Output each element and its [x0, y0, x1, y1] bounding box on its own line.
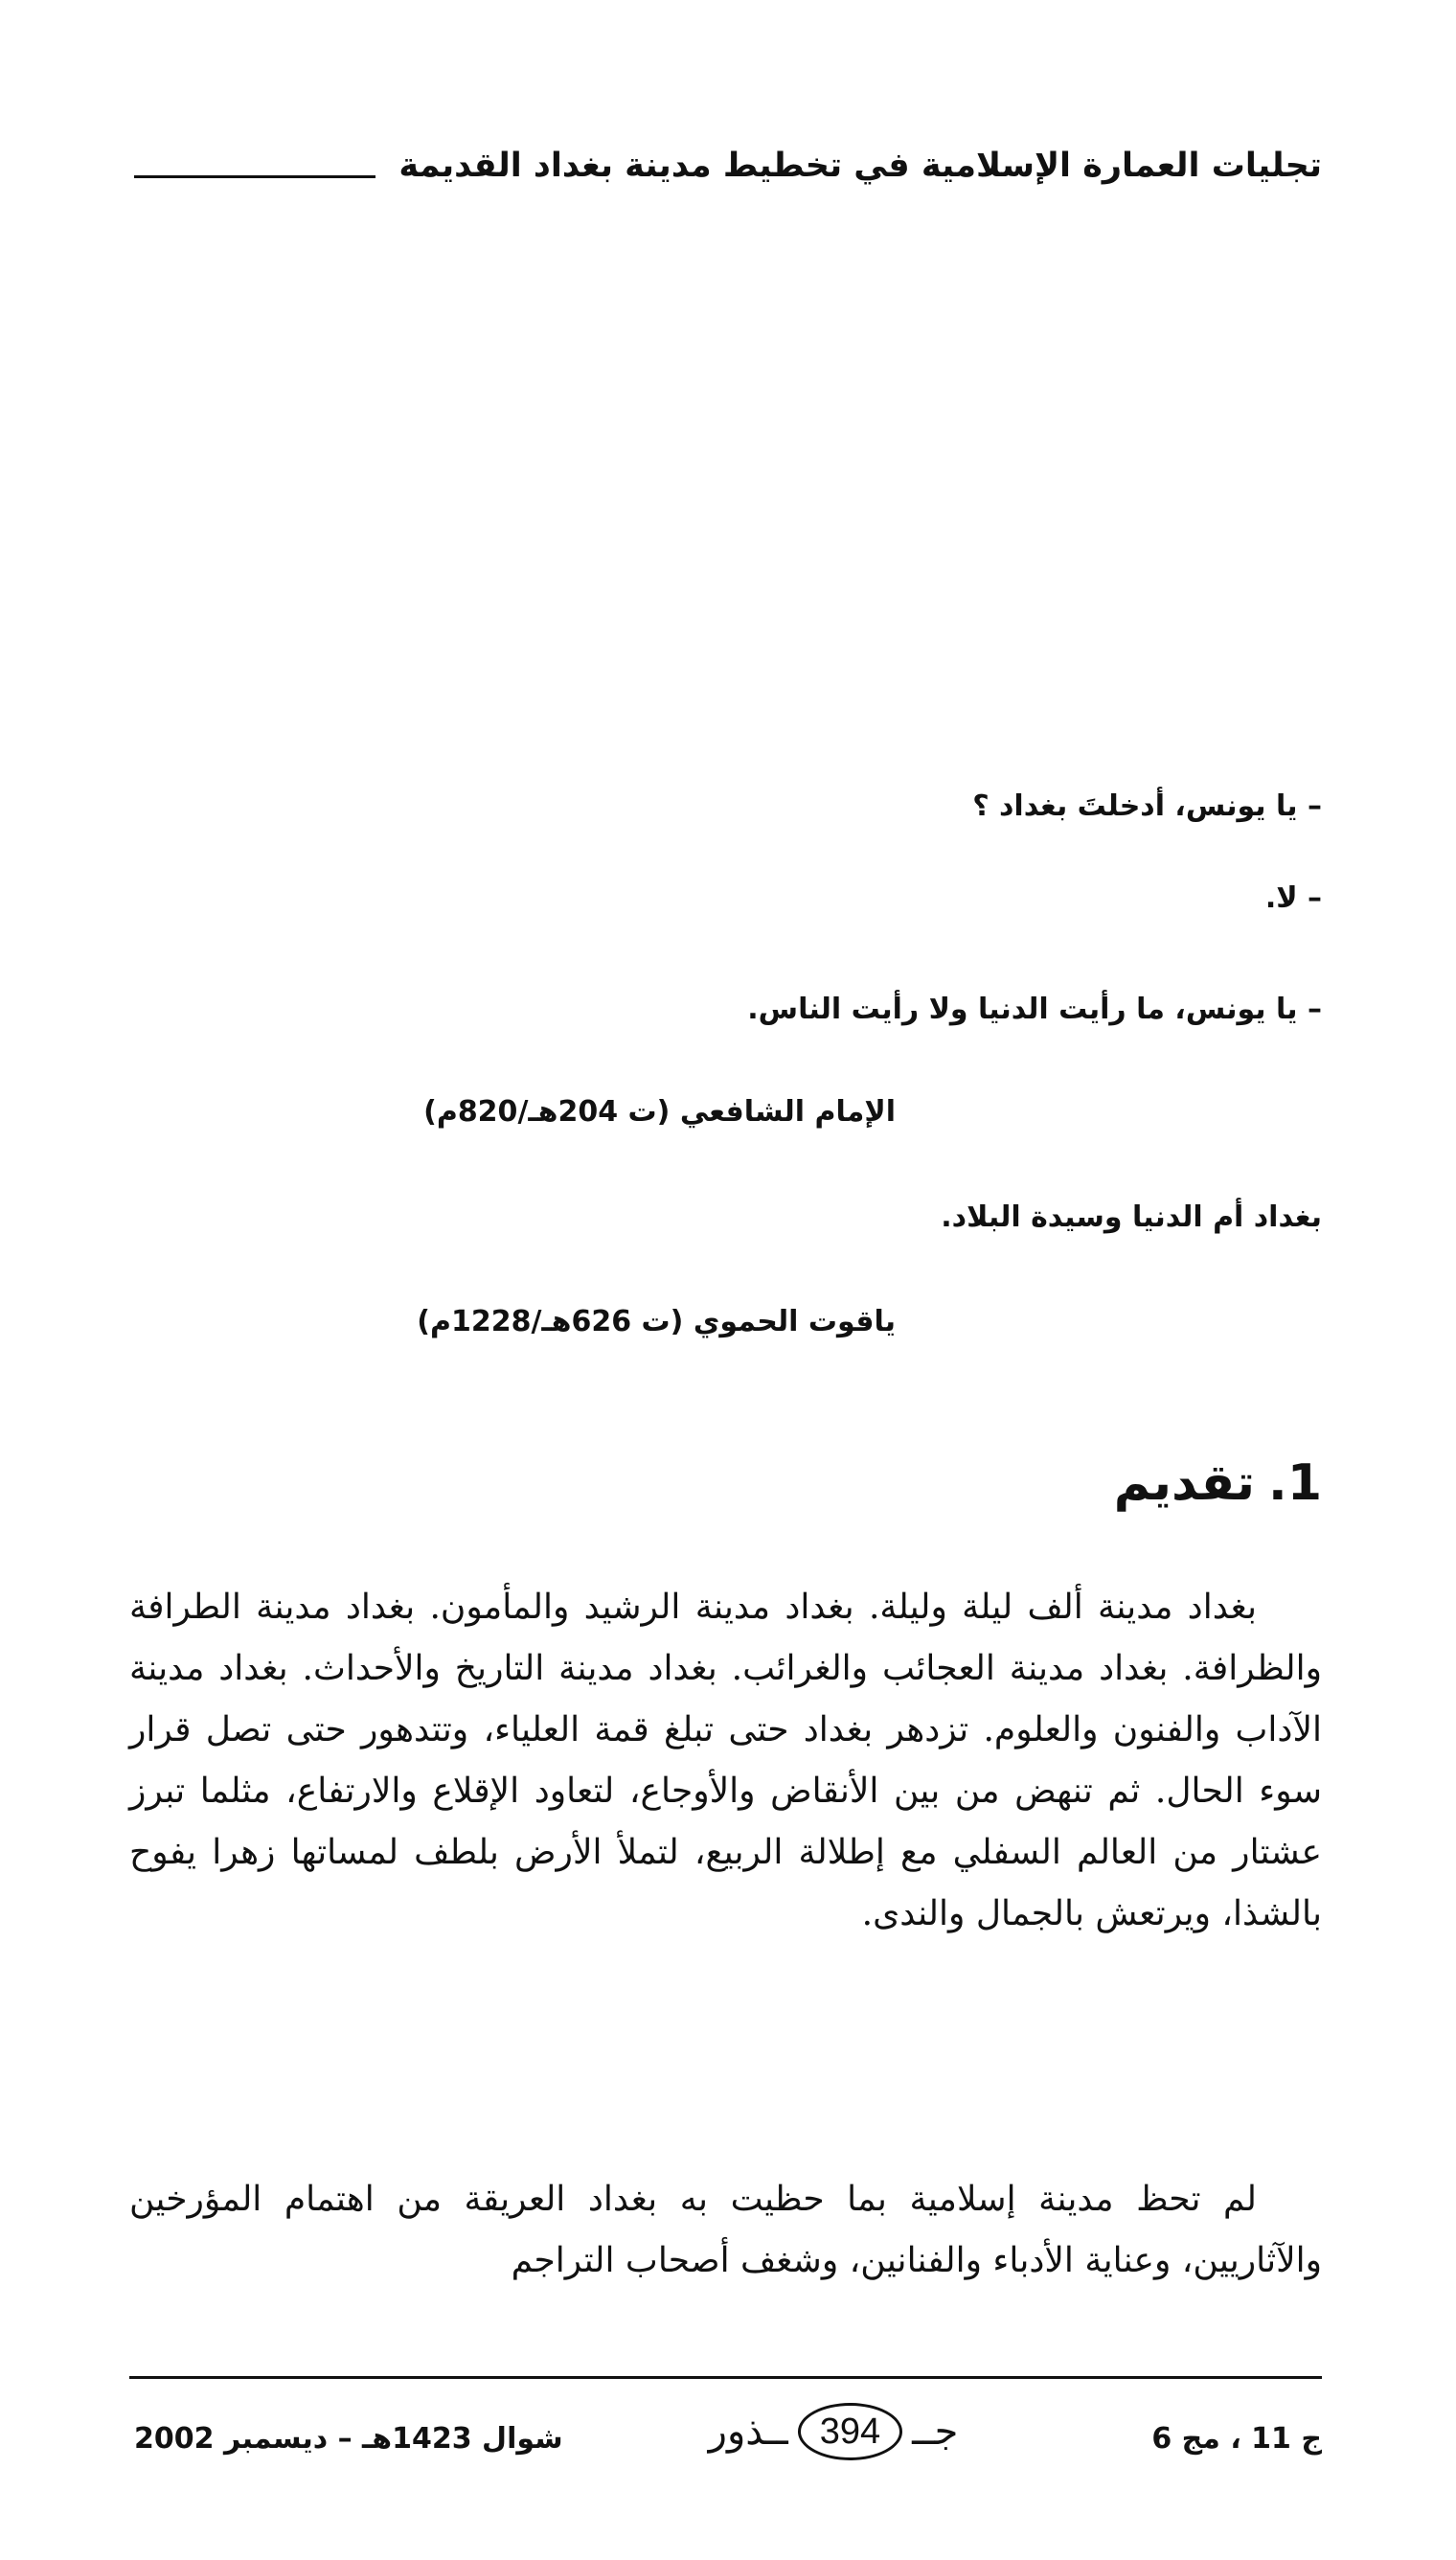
footer-issue: ج 11 ، مج 6 [1151, 2422, 1322, 2456]
header-title: تجليات العمارة الإسلامية في تخطيط مدينة بغداد القديمة [398, 147, 1322, 185]
header-rule [134, 175, 375, 178]
page-number: 394 [798, 2403, 902, 2460]
footer-rule [129, 2376, 1322, 2379]
epigraph-line-1: – يا يونس، أدخلتَ بغداد ؟ [972, 789, 1322, 823]
journal-name-left: ــذور [708, 2410, 788, 2454]
footer-date: شوال 1423هـ – ديسمبر 2002 [134, 2422, 563, 2456]
epigraph-line-2: – لا. [1264, 881, 1322, 915]
section-number: 1. [1268, 1454, 1322, 1512]
section-heading [1114, 1454, 1322, 1512]
epigraph-line-3: – يا يونس، ما رأيت الدنيا ولا رأيت الناس. [747, 993, 1322, 1026]
body-paragraph-2: لم تحظ مدينة إسلامية بما حظيت به بغداد العريقة من اهتمام المؤرخين والآثاريين، وعناية الأدباء والفنانين، وشغف أصحاب التراجم [129, 2180, 1322, 2280]
section-title: تقديم [1113, 1454, 1256, 1512]
body-paragraph-1: بغداد مدينة ألف ليلة وليلة. بغداد مدينة الرشيد والمأمون. بغداد مدينة الطرافة والظرافة. بغداد مدينة العجائب والغرائب. بغداد مدينة التاريخ والأحداث. بغداد مدينة الآداب والفنون والعلوم. تزدهر بغداد حتى تبلغ قمة العلياء، وتتدهور حتى تصل قرار سوء الحال. ثم تنهض من بين الأنقاض والأوجاع، لتعاود الإقلاع والارتفاع، مثلما تبرز عشتار من العالم السفلي مع إطلالة الربيع، لتملأ الأرض بلطف لمساتها زهرا يفوح بالشذا، ويرتعش بالجمال والندى. [129, 1588, 1322, 1933]
epigraph-attribution-2: ياقوت الحموي (ت 626هـ/1228م) [417, 1305, 896, 1338]
running-header [134, 132, 1322, 199]
epigraph-line-4: بغداد أم الدنيا وسيدة البلاد. [941, 1200, 1322, 1234]
footer-journal-logo [651, 2393, 1015, 2470]
journal-name-right: جــ [912, 2410, 959, 2454]
epigraph-attribution-1: الإمام الشافعي (ت 204هـ/820م) [423, 1095, 896, 1129]
